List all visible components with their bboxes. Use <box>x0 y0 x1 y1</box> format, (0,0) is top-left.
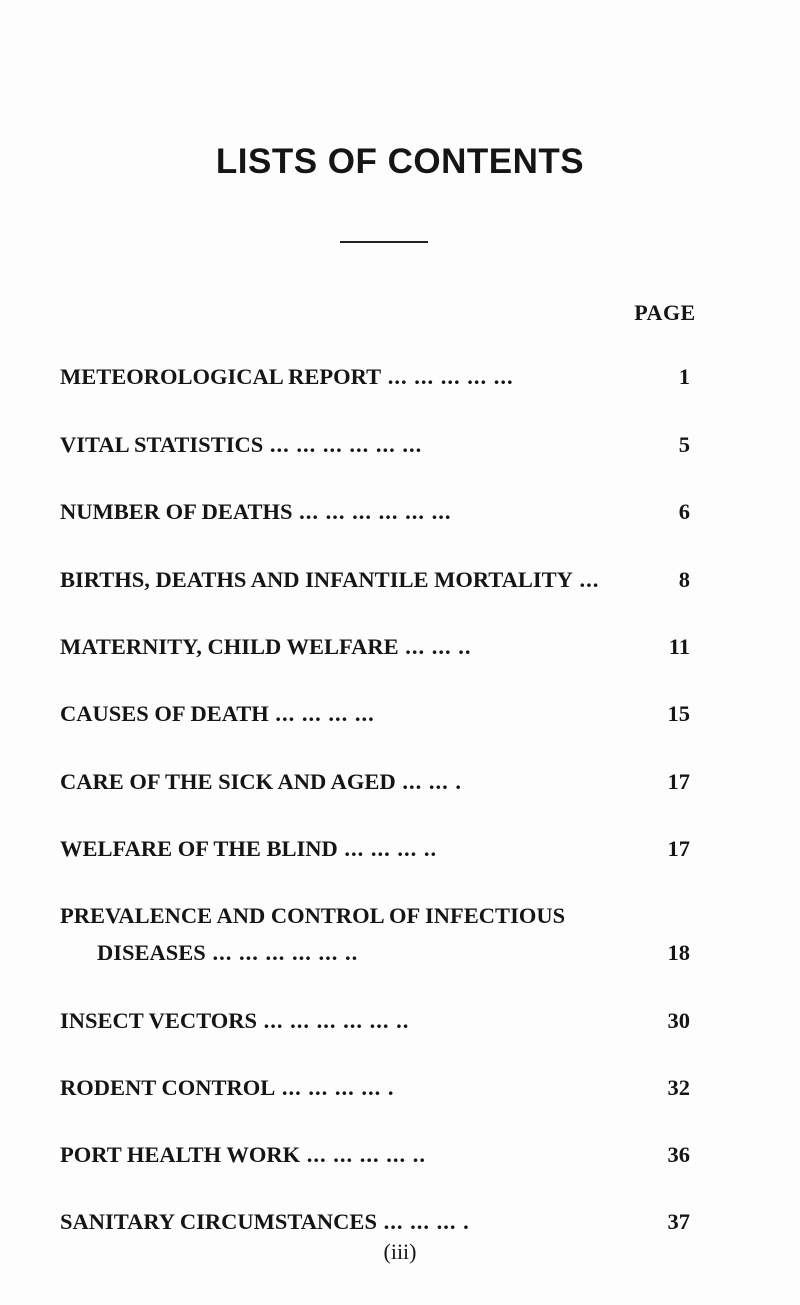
toc-entry <box>60 362 690 392</box>
toc-entry <box>60 1207 690 1237</box>
toc-entry-label: VITAL STATISTICS <box>60 432 264 457</box>
toc-entry-label: SANITARY CIRCUMSTANCES <box>60 1209 377 1234</box>
toc-page-number: 37 <box>667 1209 690 1234</box>
toc-page-number: 8 <box>678 567 690 592</box>
toc-entry-label: WELFARE OF THE BLIND <box>60 836 338 861</box>
toc-leader-dots: ... ... ... . <box>376 1209 470 1234</box>
toc-leader-dots: ... ... ... ... ... <box>381 364 514 389</box>
toc-entry <box>60 834 690 864</box>
toc-page-number: 17 <box>667 769 690 794</box>
toc-page-number: 30 <box>667 1008 690 1033</box>
toc-page-number: 6 <box>678 499 690 524</box>
toc-entry-label: CAUSES OF DEATH <box>60 701 269 726</box>
toc-entry <box>60 699 690 729</box>
toc-leader-dots: ... ... .. <box>398 634 472 659</box>
page-title: LISTS OF CONTENTS <box>215 142 585 181</box>
toc-entry <box>60 1073 690 1103</box>
toc-page-number: 11 <box>668 634 690 659</box>
toc-entry <box>60 1140 690 1170</box>
toc-leader-dots: ... ... ... .. <box>337 836 438 861</box>
toc-leader-dots: ... ... ... ... <box>268 701 375 726</box>
toc-page-number: 17 <box>667 836 690 861</box>
toc-entry <box>60 430 690 460</box>
toc-page-number: 32 <box>667 1075 690 1100</box>
toc-leader-dots: ... <box>572 567 600 592</box>
toc-entry-label-continued: DISEASES <box>97 940 206 965</box>
toc-entry <box>60 565 690 595</box>
toc-leader-dots: ... ... ... ... . <box>275 1075 395 1100</box>
toc-page-number: 36 <box>667 1142 690 1167</box>
toc-leader-dots: ... ... ... ... ... ... <box>292 499 452 524</box>
toc-entry <box>60 1006 690 1036</box>
toc-page-number: 1 <box>678 364 690 389</box>
page-column-header: PAGE <box>634 300 696 325</box>
toc-leader-dots: ... ... . <box>395 769 462 794</box>
toc-leader-dots: ... ... ... ... ... ... <box>263 432 423 457</box>
toc-entry-label: CARE OF THE SICK AND AGED <box>60 769 396 794</box>
toc-entry-label: BIRTHS, DEATHS AND INFANTILE MORTALITY <box>60 567 573 592</box>
toc-entry <box>60 632 690 662</box>
toc-entry <box>60 767 690 797</box>
toc-entry-label: NUMBER OF DEATHS <box>60 499 293 524</box>
toc-entry-label: MATERNITY, CHILD WELFARE <box>60 634 399 659</box>
toc-entry-label: PREVALENCE AND CONTROL OF INFECTIOUS <box>60 903 566 928</box>
toc-entry-label: METEOROLOGICAL REPORT <box>60 364 382 389</box>
toc-page-number: 5 <box>678 432 690 457</box>
toc-entry-label: RODENT CONTROL <box>60 1075 276 1100</box>
toc-entry-label: INSECT VECTORS <box>60 1008 257 1033</box>
title-divider <box>340 241 428 243</box>
page-footer-number: (iii) <box>383 1239 417 1264</box>
toc-entry <box>60 497 690 527</box>
toc-page-number: 18 <box>667 940 690 965</box>
toc-leader-dots: ... ... ... ... .. <box>300 1142 426 1167</box>
toc-entry <box>60 901 690 968</box>
toc-entry-label: PORT HEALTH WORK <box>60 1142 301 1167</box>
toc-leader-dots: ... ... ... ... ... .. <box>205 940 359 965</box>
toc-page-number: 15 <box>667 701 690 726</box>
toc-leader-dots: ... ... ... ... ... .. <box>256 1008 410 1033</box>
